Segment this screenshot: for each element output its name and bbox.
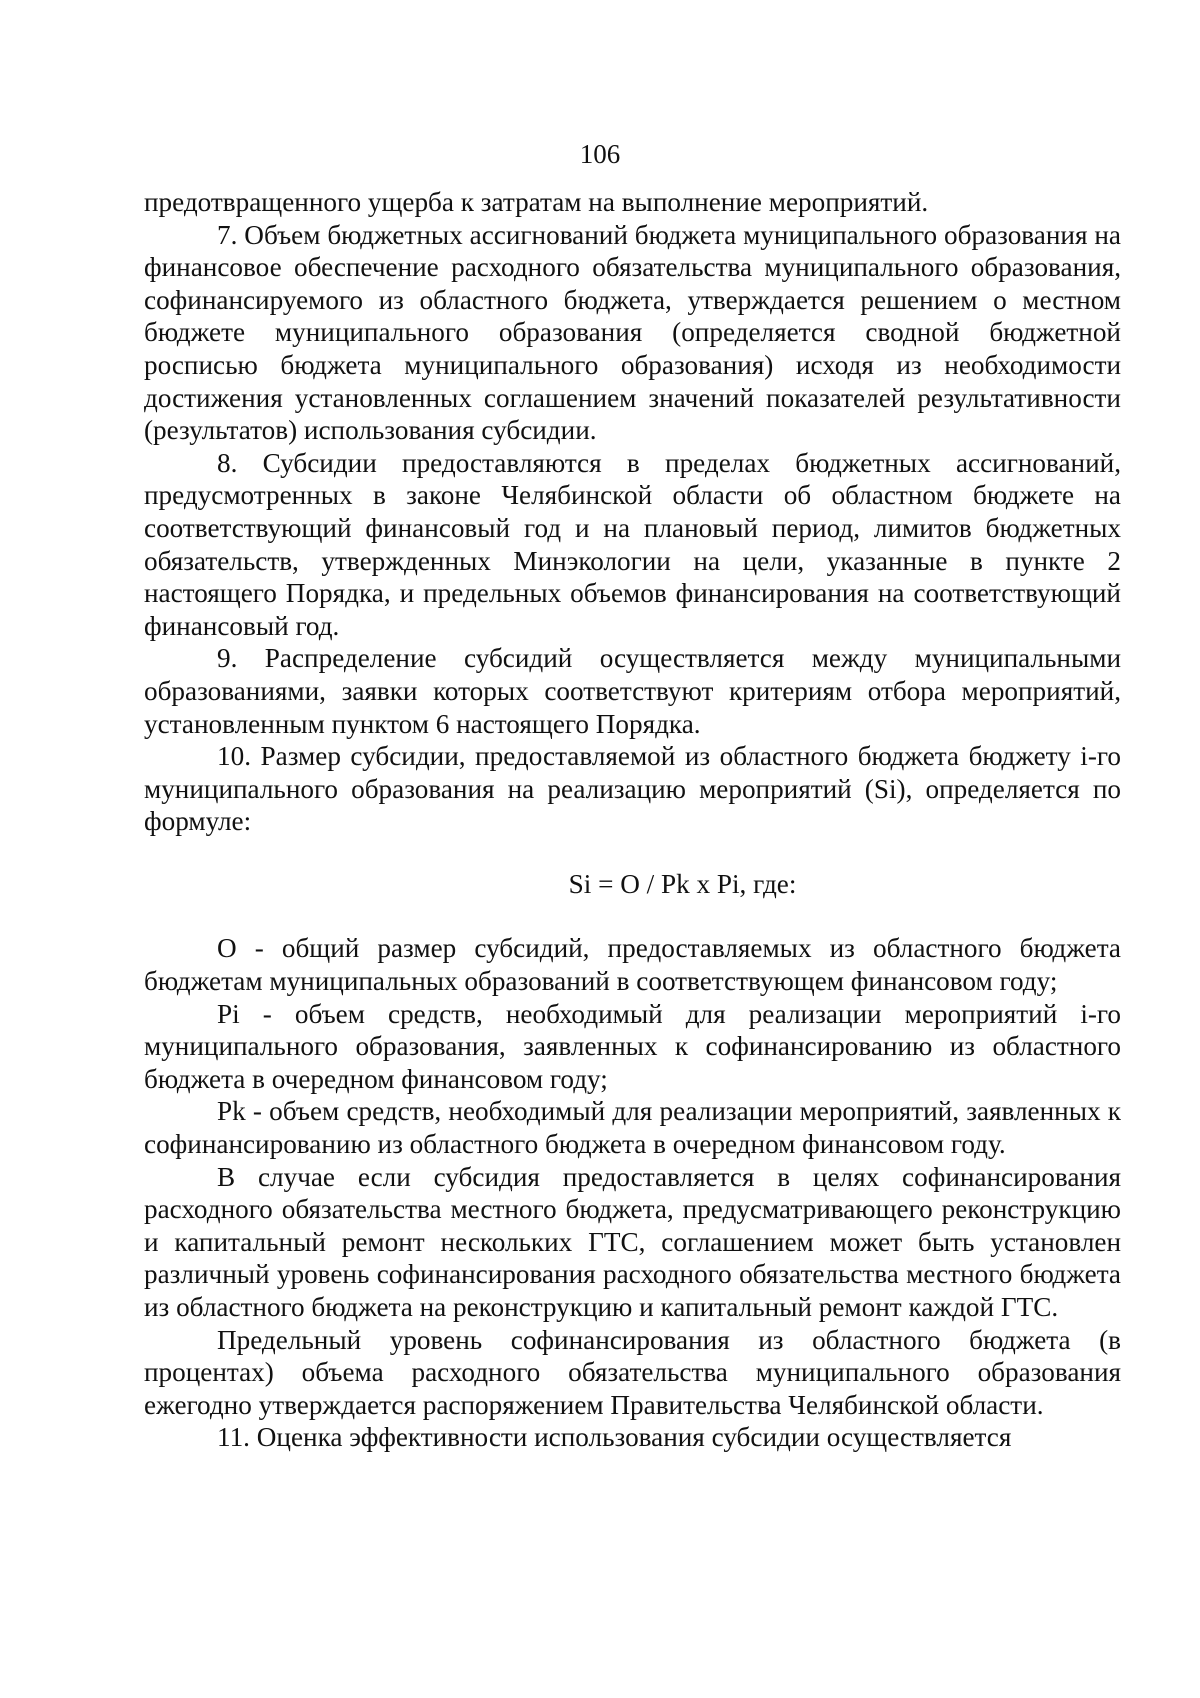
formula-text: Si = O / Pk x Pi, где: <box>568 868 797 899</box>
definition-pi: Pi - объем средств, необходимый для реализации мероприятий i-го муниципального образования, заявленных к софинансированию из областного бюджета в очередном финансовом году; <box>144 998 1121 1094</box>
paragraph-continuation: предотвращенного ущерба к затратам на выполнение мероприятий. <box>144 187 929 217</box>
paragraph-cofinancing-case: В случае если субсидия предоставляется в целях софинансирования расходного обязательства местного бюджета, предусматривающего реконструкцию и капитальный ремонт нескольких ГТС, соглашением может быть установлен различный уровень софинансирования расходного обязательства местного бюджета из областного бюджета на реконструкцию и капитальный ремонт каждой ГТС. <box>144 1161 1121 1322</box>
paragraph-item-8: 8. Субсидии предоставляются в пределах бюджетных ассигнований, предусмотренных в законе Челябинской области об областном бюджете на соответствующий финансовый год и на плановый период, лимитов бюджетных обязательств, утвержденных Минэкологии на цели, указанные в пункте 2 настоящего Порядка, и предельных объемов финансирования на соответствующий финансовый год. <box>144 447 1121 641</box>
definition-pk: Pk - объем средств, необходимый для реализации мероприятий, заявленных к софинансированию из областного бюджета в очередном финансовом году. <box>144 1096 1121 1160</box>
paragraph-item-7: 7. Объем бюджетных ассигнований бюджета муниципального образования на финансовое обеспечение расходного обязательства муниципального образования, софинансируемого из областного бюджета, утверждается решением о местном бюджете муниципального образования (определяется сводной бюджетной росписью бюджета муниципального образования) исходя из необходимости достижения установленных соглашением значений показателей результативности (результатов) использования субсидии. <box>144 219 1121 446</box>
paragraph-cofinancing-limit: Предельный уровень софинансирования из областного бюджета (в процентах) объема расходного обязательства муниципального образования ежегодно утверждается распоряжением Правительства Челябинской области. <box>144 1324 1121 1420</box>
paragraph-item-9: 9. Распределение субсидий осуществляется между муниципальными образованиями, заявки которых соответствуют критериям отбора мероприятий, установленным пунктом 6 настоящего Порядка. <box>144 643 1121 739</box>
page-number: 106 <box>579 139 621 169</box>
definition-o: O - общий размер субсидий, предоставляемых из областного бюджета бюджетам муниципальных образований в соответствующем финансовом году; <box>144 933 1121 997</box>
document-body <box>144 186 1121 1454</box>
formula <box>144 838 1121 933</box>
paragraph-item-10: 10. Размер субсидии, предоставляемой из областного бюджета бюджету i-го муниципального образования на реализацию мероприятий (Si), определяется по формуле: <box>144 741 1121 837</box>
paragraph-item-11: 11. Оценка эффективности использования субсидии осуществляется <box>217 1422 1012 1453</box>
